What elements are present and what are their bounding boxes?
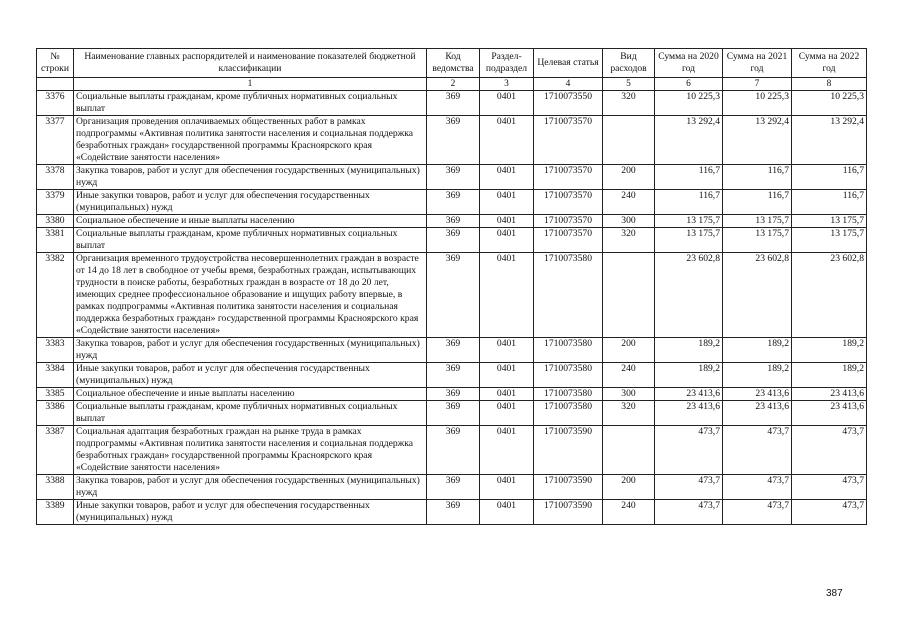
cell-sum-2020: 13 292,4	[655, 116, 723, 165]
table-row	[37, 253, 867, 338]
cell-name: Организация временного трудоустройства несовершеннолетних граждан в возрасте от 14 до 18 лет в свободное от учебы время, безработных граждан, испытывающих трудности в поиске работы, безработных граждан в возрасте от 18 до 20 лет, имеющих среднее профессиональное образование и ищущих работу впервые, в рамках подпрограммы «Активная политика занятости населения и социальная поддержка безработных граждан» государственной программы Красноярского края «Содействие занятости населения»	[74, 253, 427, 338]
table-row	[37, 388, 867, 401]
cell-section: 0401	[480, 426, 534, 475]
cell-sum-2020: 189,2	[655, 363, 723, 388]
document-page	[36, 48, 866, 525]
cell-sum-2020: 473,7	[655, 475, 723, 500]
header-index: 5	[603, 78, 655, 91]
cell-expense-type: 240	[603, 190, 655, 215]
cell-name: Социальные выплаты гражданам, кроме публичных нормативных социальных выплат	[74, 91, 427, 116]
header-index: 6	[655, 78, 723, 91]
cell-sum-2021: 473,7	[723, 475, 792, 500]
cell-row-number: 3387	[37, 426, 74, 475]
cell-target-article: 1710073590	[534, 426, 603, 475]
cell-name: Иные закупки товаров, работ и услуг для обеспечения государственных (муниципальных) нужд	[74, 363, 427, 388]
cell-department-code: 369	[427, 228, 480, 253]
header-index: 4	[534, 78, 603, 91]
cell-name: Социальная адаптация безработных граждан на рынке труда в рамках подпрограммы «Активная политика занятости населения и социальная поддержка безработных граждан» государственной программы Красноярского края «Содействие занятости населения»	[74, 426, 427, 475]
cell-expense-type	[603, 426, 655, 475]
cell-sum-2021: 116,7	[723, 165, 792, 190]
cell-department-code: 369	[427, 253, 480, 338]
cell-sum-2021: 23 413,6	[723, 401, 792, 426]
cell-target-article: 1710073580	[534, 388, 603, 401]
cell-row-number: 3383	[37, 338, 74, 363]
cell-section: 0401	[480, 388, 534, 401]
cell-name: Социальное обеспечение и иные выплаты населению	[74, 388, 427, 401]
header-row-number: № строки	[37, 49, 74, 78]
cell-name: Иные закупки товаров, работ и услуг для обеспечения государственных (муниципальных) нужд	[74, 500, 427, 525]
cell-sum-2021: 473,7	[723, 500, 792, 525]
header-target-article: Целевая статья	[534, 49, 603, 78]
cell-sum-2020: 473,7	[655, 500, 723, 525]
cell-sum-2021: 23 413,6	[723, 388, 792, 401]
cell-name: Закупка товаров, работ и услуг для обеспечения государственных (муниципальных) нужд	[74, 165, 427, 190]
cell-section: 0401	[480, 116, 534, 165]
header-index: 3	[480, 78, 534, 91]
cell-department-code: 369	[427, 116, 480, 165]
cell-target-article: 1710073570	[534, 165, 603, 190]
cell-sum-2022: 23 413,6	[792, 401, 867, 426]
cell-expense-type: 320	[603, 91, 655, 116]
cell-sum-2020: 116,7	[655, 165, 723, 190]
cell-expense-type: 320	[603, 228, 655, 253]
cell-target-article: 1710073580	[534, 253, 603, 338]
cell-section: 0401	[480, 215, 534, 228]
cell-target-article: 1710073590	[534, 475, 603, 500]
table-index-row	[37, 78, 867, 91]
cell-sum-2020: 116,7	[655, 190, 723, 215]
cell-target-article: 1710073570	[534, 215, 603, 228]
cell-sum-2021: 13 175,7	[723, 215, 792, 228]
cell-name: Социальные выплаты гражданам, кроме публичных нормативных социальных выплат	[74, 401, 427, 426]
cell-sum-2021: 189,2	[723, 363, 792, 388]
table-row	[37, 475, 867, 500]
cell-section: 0401	[480, 401, 534, 426]
cell-expense-type	[603, 253, 655, 338]
table-row	[37, 165, 867, 190]
header-department-code: Код ведомства	[427, 49, 480, 78]
cell-expense-type	[603, 116, 655, 165]
cell-section: 0401	[480, 190, 534, 215]
cell-sum-2022: 473,7	[792, 475, 867, 500]
cell-row-number: 3377	[37, 116, 74, 165]
cell-sum-2021: 13 175,7	[723, 228, 792, 253]
cell-sum-2022: 13 175,7	[792, 228, 867, 253]
header-index: 2	[427, 78, 480, 91]
cell-row-number: 3382	[37, 253, 74, 338]
cell-target-article: 1710073580	[534, 338, 603, 363]
table-row	[37, 190, 867, 215]
table-row	[37, 228, 867, 253]
cell-sum-2020: 23 602,8	[655, 253, 723, 338]
cell-sum-2022: 116,7	[792, 165, 867, 190]
table-header-row	[37, 49, 867, 78]
cell-row-number: 3386	[37, 401, 74, 426]
cell-sum-2022: 13 175,7	[792, 215, 867, 228]
table-row	[37, 401, 867, 426]
cell-row-number: 3379	[37, 190, 74, 215]
table-row	[37, 363, 867, 388]
cell-sum-2022: 189,2	[792, 363, 867, 388]
cell-target-article: 1710073580	[534, 363, 603, 388]
cell-row-number: 3376	[37, 91, 74, 116]
header-section: Раздел-подраздел	[480, 49, 534, 78]
cell-target-article: 1710073580	[534, 401, 603, 426]
table-row	[37, 500, 867, 525]
table-row	[37, 91, 867, 116]
cell-row-number: 3389	[37, 500, 74, 525]
cell-department-code: 369	[427, 91, 480, 116]
cell-target-article: 1710073550	[534, 91, 603, 116]
cell-sum-2022: 473,7	[792, 426, 867, 475]
table-row	[37, 215, 867, 228]
cell-sum-2022: 473,7	[792, 500, 867, 525]
cell-name: Организация проведения оплачиваемых общественных работ в рамках подпрограммы «Активная политика занятости населения и социальная поддержка безработных граждан» государственной программы Красноярского края «Содействие занятости населения»	[74, 116, 427, 165]
cell-expense-type: 200	[603, 165, 655, 190]
cell-department-code: 369	[427, 426, 480, 475]
cell-section: 0401	[480, 363, 534, 388]
cell-sum-2020: 473,7	[655, 426, 723, 475]
header-name: Наименование главных распорядителей и наименование показателей бюджетной классификации	[74, 49, 427, 78]
cell-sum-2022: 10 225,3	[792, 91, 867, 116]
cell-expense-type: 240	[603, 363, 655, 388]
budget-table	[36, 48, 867, 525]
cell-sum-2021: 473,7	[723, 426, 792, 475]
cell-name: Социальное обеспечение и иные выплаты населению	[74, 215, 427, 228]
cell-row-number: 3380	[37, 215, 74, 228]
cell-sum-2021: 189,2	[723, 338, 792, 363]
table-row	[37, 426, 867, 475]
cell-sum-2022: 23 413,6	[792, 388, 867, 401]
cell-sum-2021: 10 225,3	[723, 91, 792, 116]
table-body	[37, 91, 867, 525]
cell-sum-2020: 23 413,6	[655, 388, 723, 401]
cell-name: Социальные выплаты гражданам, кроме публичных нормативных социальных выплат	[74, 228, 427, 253]
cell-sum-2022: 189,2	[792, 338, 867, 363]
cell-expense-type: 240	[603, 500, 655, 525]
table-row	[37, 116, 867, 165]
cell-target-article: 1710073570	[534, 228, 603, 253]
header-sum-2022: Сумма на 2022 год	[792, 49, 867, 78]
cell-expense-type: 300	[603, 388, 655, 401]
page-number: 387	[826, 588, 843, 599]
header-index: 7	[723, 78, 792, 91]
cell-department-code: 369	[427, 401, 480, 426]
cell-sum-2021: 23 602,8	[723, 253, 792, 338]
cell-section: 0401	[480, 500, 534, 525]
cell-section: 0401	[480, 475, 534, 500]
cell-department-code: 369	[427, 475, 480, 500]
cell-sum-2021: 13 292,4	[723, 116, 792, 165]
cell-sum-2022: 23 602,8	[792, 253, 867, 338]
cell-target-article: 1710073570	[534, 116, 603, 165]
header-index: 8	[792, 78, 867, 91]
cell-name: Иные закупки товаров, работ и услуг для обеспечения государственных (муниципальных) нужд	[74, 190, 427, 215]
cell-department-code: 369	[427, 363, 480, 388]
cell-row-number: 3388	[37, 475, 74, 500]
cell-expense-type: 200	[603, 475, 655, 500]
cell-sum-2020: 23 413,6	[655, 401, 723, 426]
cell-sum-2020: 13 175,7	[655, 228, 723, 253]
cell-sum-2020: 189,2	[655, 338, 723, 363]
cell-sum-2020: 13 175,7	[655, 215, 723, 228]
cell-sum-2022: 13 292,4	[792, 116, 867, 165]
cell-department-code: 369	[427, 190, 480, 215]
cell-expense-type: 320	[603, 401, 655, 426]
cell-sum-2021: 116,7	[723, 190, 792, 215]
cell-section: 0401	[480, 338, 534, 363]
cell-department-code: 369	[427, 500, 480, 525]
cell-section: 0401	[480, 253, 534, 338]
cell-department-code: 369	[427, 215, 480, 228]
header-sum-2021: Сумма на 2021 год	[723, 49, 792, 78]
cell-sum-2020: 10 225,3	[655, 91, 723, 116]
header-sum-2020: Сумма на 2020 год	[655, 49, 723, 78]
cell-section: 0401	[480, 165, 534, 190]
cell-name: Закупка товаров, работ и услуг для обеспечения государственных (муниципальных) нужд	[74, 475, 427, 500]
header-index-blank	[37, 78, 74, 91]
cell-row-number: 3384	[37, 363, 74, 388]
cell-name: Закупка товаров, работ и услуг для обеспечения государственных (муниципальных) нужд	[74, 338, 427, 363]
cell-row-number: 3385	[37, 388, 74, 401]
header-expense-type: Вид расходов	[603, 49, 655, 78]
cell-expense-type: 300	[603, 215, 655, 228]
cell-department-code: 369	[427, 388, 480, 401]
cell-row-number: 3381	[37, 228, 74, 253]
cell-section: 0401	[480, 228, 534, 253]
cell-section: 0401	[480, 91, 534, 116]
cell-department-code: 369	[427, 338, 480, 363]
cell-row-number: 3378	[37, 165, 74, 190]
cell-department-code: 369	[427, 165, 480, 190]
cell-sum-2022: 116,7	[792, 190, 867, 215]
cell-target-article: 1710073590	[534, 500, 603, 525]
cell-target-article: 1710073570	[534, 190, 603, 215]
header-index: 1	[74, 78, 427, 91]
cell-expense-type: 200	[603, 338, 655, 363]
table-row	[37, 338, 867, 363]
